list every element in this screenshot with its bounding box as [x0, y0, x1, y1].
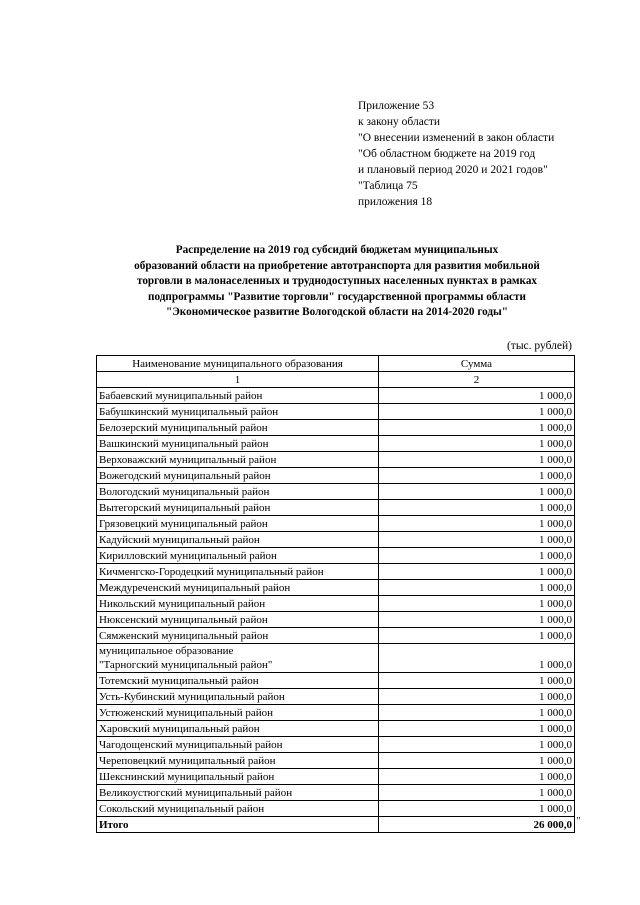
total-label: Итого: [97, 817, 379, 833]
column-number-row: [97, 372, 575, 388]
table-row: [97, 737, 575, 753]
district-amount: 1 000,0: [379, 580, 575, 596]
district-amount: 1 000,0: [379, 628, 575, 644]
district-amount: 1 000,0: [379, 532, 575, 548]
document-title: [96, 243, 578, 321]
district-amount: 1 000,0: [379, 769, 575, 785]
district-amount: 1 000,0: [379, 500, 575, 516]
column-number: 1: [97, 372, 379, 388]
district-amount: 1 000,0: [379, 673, 575, 689]
appendix-line: Приложение 53: [358, 100, 435, 112]
district-name: Вытегорский муниципальный район: [97, 500, 379, 516]
closing-quote: ": [576, 815, 581, 827]
table-row-special: [97, 644, 575, 673]
district-name: Шекснинский муниципальный район: [97, 769, 379, 785]
district-name: Никольский муниципальный район: [97, 596, 379, 612]
district-amount: 1 000,0: [379, 548, 575, 564]
district-name: Великоустюгский муниципальный район: [97, 785, 379, 801]
district-amount: 1 000,0: [379, 484, 575, 500]
appendix-line: и плановый период 2020 и 2021 годов": [358, 164, 548, 176]
district-name: Междуреченский муниципальный район: [97, 580, 379, 596]
table-row: [97, 500, 575, 516]
total-row: [97, 817, 575, 833]
table-row: [97, 484, 575, 500]
title-line: подпрограммы "Развитие торговли" государственной программы области: [148, 290, 526, 303]
table-row: [97, 785, 575, 801]
district-name: Верховажский муниципальный район: [97, 452, 379, 468]
district-name: Белозерский муниципальный район: [97, 420, 379, 436]
appendix-line: "О внесении изменений в закон области: [358, 132, 555, 144]
district-amount: 1 000,0: [379, 388, 575, 404]
total-amount: 26 000,0: [379, 817, 575, 833]
table-row: [97, 516, 575, 532]
table-row: [97, 548, 575, 564]
district-name: Кичменгско-Городецкий муниципальный район: [97, 564, 379, 580]
district-name: Грязовецкий муниципальный район: [97, 516, 379, 532]
district-amount: 1 000,0: [379, 452, 575, 468]
table-row: [97, 564, 575, 580]
district-amount: 1 000,0: [379, 596, 575, 612]
district-name: Вашкинский муниципальный район: [97, 436, 379, 452]
title-line: Распределение на 2019 год субсидий бюджетам муниципальных: [175, 244, 499, 256]
table-row: [97, 628, 575, 644]
table-row: [97, 532, 575, 548]
district-name: Устюженский муниципальный район: [97, 705, 379, 721]
table-row: [97, 468, 575, 484]
district-name: Бабушкинский муниципальный район: [97, 404, 379, 420]
district-name: Сокольский муниципальный район: [97, 801, 379, 817]
district-name: Харовский муниципальный район: [97, 721, 379, 737]
district-name: Кирилловский муниципальный район: [97, 548, 379, 564]
district-name: Бабаевский муниципальный район: [97, 388, 379, 404]
units-label: (тыс. рублей): [506, 340, 572, 352]
table-row: [97, 388, 575, 404]
column-number: 2: [379, 372, 575, 388]
district-name: Сямженский муниципальный район: [97, 628, 379, 644]
table-row: [97, 420, 575, 436]
district-name: Вологодский муниципальный район: [97, 484, 379, 500]
table-row: [97, 721, 575, 737]
district-amount: 1 000,0: [379, 753, 575, 769]
table-row: [97, 596, 575, 612]
table-row: [97, 580, 575, 596]
table-row: [97, 452, 575, 468]
district-name: Череповецкий муниципальный район: [97, 753, 379, 769]
title-line: "Экономическое развитие Вологодской области на 2014-2020 годы": [166, 306, 508, 318]
district-amount: 1 000,0: [379, 436, 575, 452]
district-amount: 1 000,0: [379, 516, 575, 532]
district-name-line: муниципальное образование: [99, 645, 234, 657]
table-header-row: [97, 356, 575, 372]
district-name: Нюксенский муниципальный район: [97, 612, 379, 628]
district-amount: 1 000,0: [379, 689, 575, 705]
header-name: Наименование муниципального образования: [97, 356, 379, 372]
table-row: [97, 753, 575, 769]
district-name: Кадуйский муниципальный район: [97, 532, 379, 548]
district-amount: 1 000,0: [379, 801, 575, 817]
district-amount: 1 000,0: [379, 420, 575, 436]
table-row: [97, 801, 575, 817]
header-amount: Сумма: [379, 356, 575, 372]
district-name: Усть-Кубинский муниципальный район: [97, 689, 379, 705]
district-name-line: "Тарногский муниципальный район": [99, 659, 273, 671]
table-row: [97, 705, 575, 721]
table-row: [97, 404, 575, 420]
district-amount: 1 000,0: [379, 468, 575, 484]
table-row: [97, 673, 575, 689]
district-amount: 1 000,0: [379, 404, 575, 420]
district-amount: 1 000,0: [379, 737, 575, 753]
district-name: [97, 644, 379, 673]
district-amount: 1 000,0: [379, 785, 575, 801]
district-amount: 1 000,0: [379, 612, 575, 628]
table-row: [97, 436, 575, 452]
district-name: Чагодощенский муниципальный район: [97, 737, 379, 753]
district-amount: 1 000,0: [379, 721, 575, 737]
table-row: [97, 689, 575, 705]
district-amount: 1 000,0: [379, 644, 575, 673]
subsidy-table: [96, 355, 575, 833]
appendix-header: [358, 98, 554, 210]
appendix-line: "Об областном бюджете на 2019 год: [358, 148, 536, 160]
district-name: Тотемский муниципальный район: [97, 673, 379, 689]
district-amount: 1 000,0: [379, 705, 575, 721]
table-row: [97, 612, 575, 628]
title-line: образований области на приобретение автотранспорта для развития мобильной: [134, 259, 540, 272]
appendix-line: к закону области: [358, 116, 441, 128]
title-line: торговли в малонаселенных и труднодоступных населенных пунктах в рамках: [136, 275, 538, 287]
district-amount: 1 000,0: [379, 564, 575, 580]
appendix-line: "Таблица 75: [358, 180, 418, 192]
district-name: Вожегодский муниципальный район: [97, 468, 379, 484]
appendix-line: приложения 18: [358, 196, 433, 208]
table-row: [97, 769, 575, 785]
